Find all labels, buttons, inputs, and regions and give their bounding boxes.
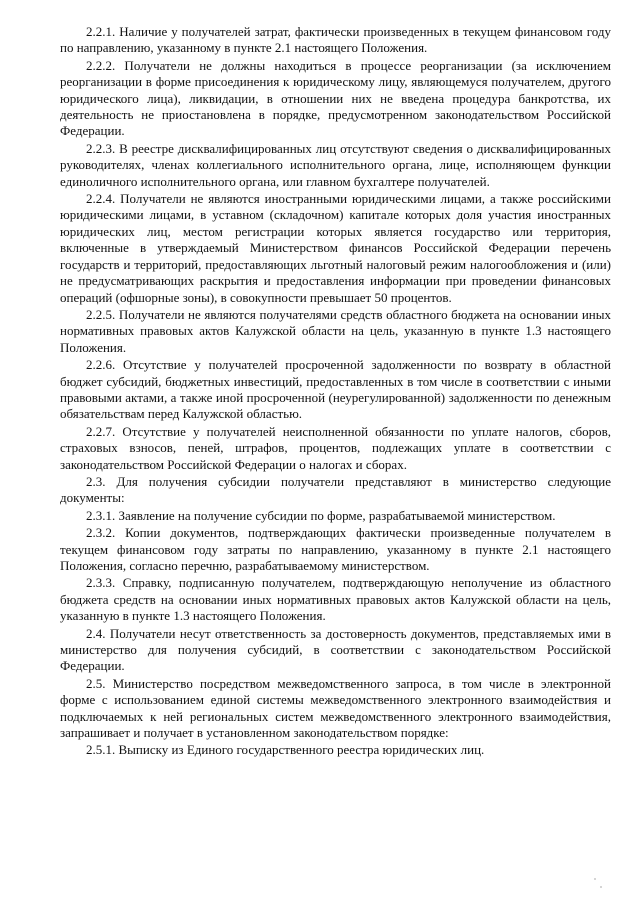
paragraph-2-3-2: 2.3.2. Копии документов, подтверждающих фактически произведенные получателем в текущем финансовом году затраты по направлению, указанному в пункте 2.1 настоящего Положения, согласно перечню, разрабатываемому министерством. [60,525,611,573]
paragraph-2-2-3: 2.2.3. В реестре дисквалифицированных лиц отсутствуют сведения о дисквалифицированных руководителях, членах коллегиального исполнительного органа, лице, исполняющем функции единоличного исполнительного органа, или главном бухгалтере получателей. [60,140,611,189]
paragraph-2-3-3: 2.3.3. Справку, подписанную получателем, подтверждающую неполучение из областного бюджета средств на основании иных нормативных правовых актов Калужской области на цель, указанную в пункте 1.3 настоящего Положения. [60,575,611,624]
paragraph-2-4: 2.4. Получатели несут ответственность за достоверность документов, представляемых ими в министерство для получения субсидий, в соответствии с законодательством Российской Федерации. [60,625,611,674]
paragraph-2-2-1: 2.2.1. Наличие у получателей затрат, фактически произведенных в текущем финансовом году по направлению, указанному в пункте 2.1 настоящего Положения. [60,24,611,56]
scan-speck [594,878,596,880]
paragraph-2-3: 2.3. Для получения субсидии получатели представляют в министерство следующие документы: [60,473,611,506]
paragraph-2-2-6: 2.2.6. Отсутствие у получателей просроченной задолженности по возврату в областной бюджет субсидий, бюджетных инвестиций, предоставленных в том числе в соответствии с иными правовыми актами, а также иной просроченной (неурегулированной) задолженности по денежным обязательствам перед Калужской областью. [60,357,611,422]
document-body [60,24,611,759]
paragraph-2-5: 2.5. Министерство посредством межведомственного запроса, в том числе в электронной форме с использованием единой системы межведомственного электронного взаимодействия и подключаемых к ней региональных систем межведомственного электронного взаимодействия, запрашивает и получает в установленном законодательством порядке: [60,675,611,741]
paragraph-2-2-2: 2.2.2. Получатели не должны находиться в процессе реорганизации (за исключением реорганизации в форме присоединения к юридическому лицу, являющемуся получателем, другого юридического лица), ликвидации, в отношении них не введена процедура банкротства, их деятельность не приостановлена в порядке, предусмотренном законодательством Российской Федерации. [60,57,611,139]
paragraph-2-2-4: 2.2.4. Получатели не являются иностранными юридическими лицами, а также российскими юридическими лицами, в уставном (складочном) капитале которых доля участия иностранных юридических лиц, местом регистрации которых является государство или территория, включенные в утверждаемый Министерством финансов Российской Федерации перечень государств и территорий, предоставляющих льготный налоговый режим налогообложения и (или) не предусматривающих раскрытия и предоставления информации при проведении финансовых операций (офшорные зоны), в совокупности превышает 50 процентов. [60,191,611,305]
paragraph-2-2-7: 2.2.7. Отсутствие у получателей неисполненной обязанности по уплате налогов, сборов, страховых взносов, пеней, штрафов, процентов, подлежащих уплате в соответствии с законодательством Российской Федерации о налогах и сборах. [60,423,611,472]
paragraph-2-5-1: 2.5.1. Выписку из Единого государственного реестра юридических лиц. [86,742,485,758]
paragraph-2-2-5: 2.2.5. Получатели не являются получателями средств областного бюджета на основании иных нормативных правовых актов Калужской области на цель, указанную в пункте 1.3 настоящего Положения. [60,306,611,355]
paragraph-2-3-1: 2.3.1. Заявление на получение субсидии по форме, разрабатываемой министерством. [86,507,556,523]
scan-speck [600,886,602,888]
